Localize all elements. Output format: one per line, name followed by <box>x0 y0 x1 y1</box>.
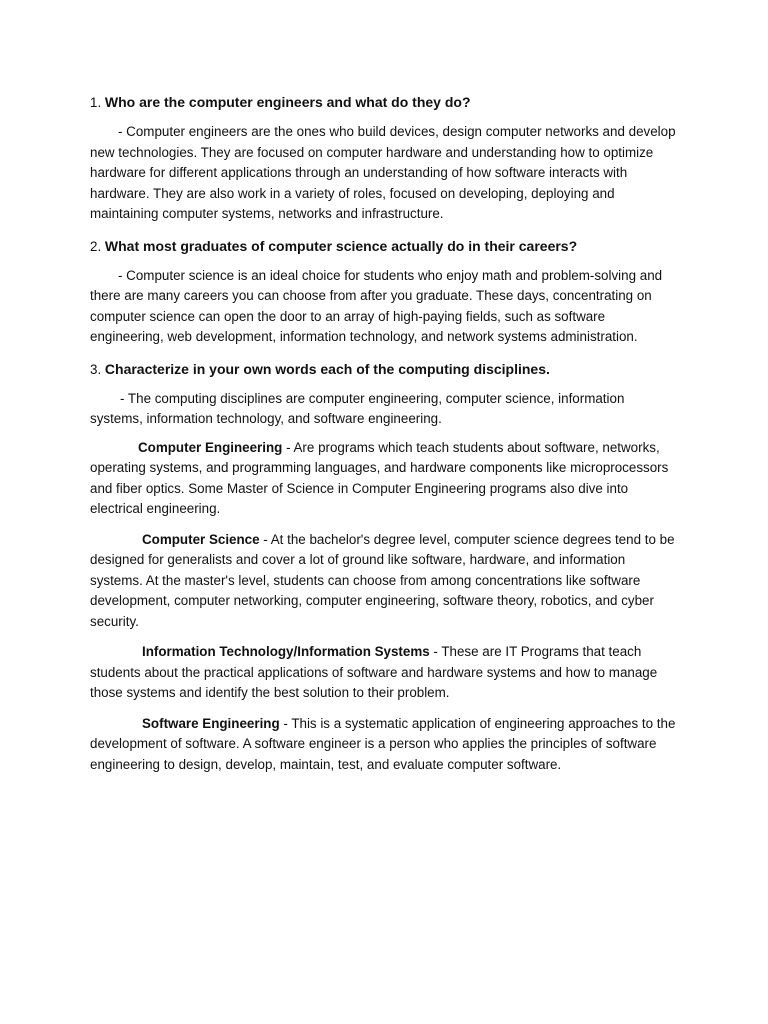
discipline-description: - These are IT Programs that teach students about the practical applications of software and hardware systems and how to manage those systems and identify the best solution to their problem. <box>90 644 658 700</box>
discipline-description: - This is a systematic application of engineering approaches to the development of software. A software engineer is a person who applies the principles of software engineering to design, develop, maintain, test, and evaluate computer software. <box>90 715 676 772</box>
discipline-it-is <box>90 642 680 704</box>
question-number: 3. <box>90 361 102 377</box>
question-1 <box>90 92 680 113</box>
discipline-term: Information Technology/Information Systems <box>142 644 430 659</box>
question-3 <box>90 359 680 380</box>
discipline-term: Software Engineering <box>142 715 280 731</box>
question-text: What most graduates of computer science actually do in their careers? <box>104 237 578 254</box>
answer-1: - Computer engineers are the ones who build devices, design computer networks and develop new technologies. They are focused on computer hardware and understanding how to optimize hardware for different applications through an understanding of how software interacts with hardware. They are also work in a variety of roles, focused on developing, deploying and maintaining computer systems, networks and infrastructure. <box>90 124 676 221</box>
question-number: 1. <box>90 95 102 110</box>
answer-3: - The computing disciplines are computer engineering, computer science, information systems, information technology, and software engineering. <box>90 390 625 426</box>
discipline-term: Computer Science <box>142 531 260 547</box>
answer-2: - Computer science is an ideal choice for students who enjoy math and problem-solving and there are many careers you can choose from after you graduate. These days, concentrating on computer science can open the door to an array of high-paying fields, such as software engineering, web development, information technology, and network systems administration. <box>90 267 663 344</box>
discipline-computer-engineering <box>90 438 680 520</box>
discipline-computer-science <box>90 530 680 633</box>
question-2 <box>90 236 680 257</box>
question-text: Characterize in your own words each of the computing disciplines. <box>104 360 550 377</box>
discipline-description: - At the bachelor's degree level, computer science degrees tend to be designed for generalists and cover a lot of ground like software, hardware, and information systems. At the master's level, students can choose from among concentrations like software development, computer networking, computer engineering, software theory, robotics, and cyber security. <box>90 531 675 629</box>
discipline-description: - Are programs which teach students about software, networks, operating systems, and programming languages, and hardware components like microprocessors and fiber optics. Some Master of Science in Computer Engineering programs also dive into electrical engineering. <box>90 439 669 516</box>
discipline-term: Computer Engineering <box>138 439 283 455</box>
document-body <box>90 92 680 785</box>
question-number: 2. <box>90 238 102 254</box>
discipline-software-engineering <box>90 714 680 776</box>
question-text: Who are the computer engineers and what do they do? <box>104 94 471 110</box>
